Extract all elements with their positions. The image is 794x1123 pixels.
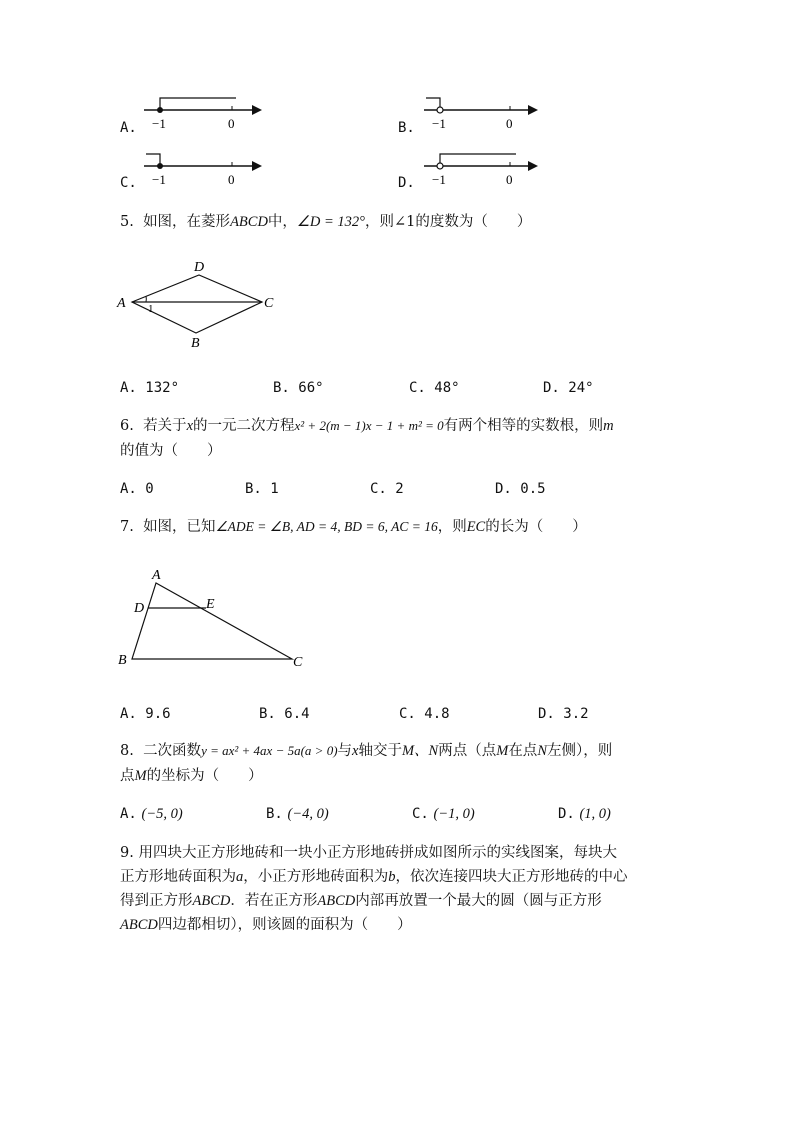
q6-option-b[interactable]: B. 1 — [245, 481, 279, 497]
q7-option-c[interactable]: C. 4.8 — [399, 706, 450, 722]
q5-option-d[interactable]: D. 24° — [543, 380, 594, 396]
q5-text-pre: 如图，在菱形 — [143, 214, 231, 230]
q4-option-d-numberline — [420, 148, 550, 190]
q4-option-a-letter: A. — [120, 120, 137, 136]
q4-option-b-numberline — [420, 92, 550, 134]
q8-option-b[interactable]: B. (−4, 0) — [266, 806, 329, 822]
q7-condition: ∠ADE = ∠B, AD = 4, BD = 6, AC = 16 — [215, 519, 438, 534]
q8-stem-line2: 点M的坐标为（ ） — [120, 768, 263, 784]
q5-number: 5. — [120, 214, 134, 230]
q5-label-b: B — [191, 336, 200, 350]
q9-stem-line2: 正方形地砖面积为a，小正方形地砖面积为b，依次连接四块大正方形地砖的中心 — [120, 869, 628, 885]
q8-option-a[interactable]: A. (−5, 0) — [120, 806, 183, 822]
q4-b-tick-right: 0 — [506, 116, 513, 131]
q4-c-tick-left: −1 — [152, 172, 166, 187]
q6-option-d[interactable]: D. 0.5 — [495, 481, 546, 497]
q5-rhombus-figure — [112, 255, 282, 350]
q5-label-a: A — [117, 296, 126, 311]
q5-label-d: D — [194, 260, 205, 275]
q7-label-e: E — [206, 597, 215, 612]
q6-option-a[interactable]: A. 0 — [120, 481, 154, 497]
q5-label-c: C — [264, 296, 274, 311]
q4-a-tick-left: −1 — [152, 116, 166, 131]
q7-option-a[interactable]: A. 9.6 — [120, 706, 171, 722]
q7-label-c: C — [293, 655, 303, 670]
q6-equation: x² + 2(m − 1)x − 1 + m² = 0 — [294, 418, 444, 433]
q4-option-c-letter: C. — [120, 175, 137, 191]
q8-option-c[interactable]: C. (−1, 0) — [412, 806, 475, 822]
q7-label-d: D — [134, 601, 145, 616]
q7-option-d[interactable]: D. 3.2 — [538, 706, 589, 722]
q5-stem — [120, 212, 531, 232]
q4-d-tick-left: −1 — [432, 172, 446, 187]
q6-option-c[interactable]: C. 2 — [370, 481, 404, 497]
q7-label-a: A — [152, 568, 161, 583]
q4-option-b-letter: B. — [398, 120, 415, 136]
q9-stem-line1: 9. 用四块大正方形地砖和一块小正方形地砖拼成如图所示的实线图案，每块大 — [120, 845, 617, 861]
q5-option-c[interactable]: C. 48° — [409, 380, 460, 396]
q6-stem-line2: 的值为（ ） — [120, 443, 222, 459]
q7-option-b[interactable]: B. 6.4 — [259, 706, 310, 722]
q5-text-end: ，则∠1的度数为（ ） — [364, 214, 532, 230]
q5-option-b[interactable]: B. 66° — [273, 380, 324, 396]
q4-option-c-numberline — [140, 148, 270, 190]
q5-angle-expr: ∠D = 132° — [296, 214, 365, 230]
q8-number: 8. — [120, 743, 134, 759]
q4-option-a-numberline — [140, 92, 270, 134]
q7-triangle-figure — [112, 563, 312, 673]
q7-label-b: B — [118, 653, 127, 668]
q4-option-d-letter: D. — [398, 175, 415, 191]
q8-stem-line1: 8. 二次函数y = ax² + 4ax − 5a(a > 0)与x轴交于M、N两点（点M在点N左侧），则 — [120, 743, 613, 759]
q8-function: y = ax² + 4ax − 5a(a > 0) — [201, 743, 338, 758]
q6-stem-line1: 6. 若关于x的一元二次方程x² + 2(m − 1)x − 1 + m² = 0有两个相等的实数根，则m — [120, 418, 614, 434]
q7-stem: 7. 如图，已知∠ADE = ∠B, AD = 4, BD = 6, AC = 16，则EC的长为（ ） — [120, 519, 587, 535]
q5-shape: ABCD — [230, 214, 268, 230]
q4-d-tick-right: 0 — [506, 172, 513, 187]
q4-b-tick-left: −1 — [432, 116, 446, 131]
q5-label-1: 1 — [148, 303, 154, 315]
q4-c-tick-right: 0 — [228, 172, 235, 187]
q9-stem-line4: ABCD四边都相切），则该圆的面积为（ ） — [120, 917, 412, 933]
q9-stem-line3: 得到正方形ABCD．若在正方形ABCD内部再放置一个最大的圆（圆与正方形 — [120, 893, 602, 909]
q8-option-d[interactable]: D. (1, 0) — [558, 806, 611, 822]
q6-number: 6. — [120, 418, 134, 434]
q4-a-tick-right: 0 — [228, 116, 235, 131]
q7-number: 7. — [120, 519, 134, 535]
q5-option-a[interactable]: A. 132° — [120, 380, 180, 396]
q9-number: 9. — [120, 845, 134, 861]
q5-text-mid: 中， — [267, 214, 297, 230]
